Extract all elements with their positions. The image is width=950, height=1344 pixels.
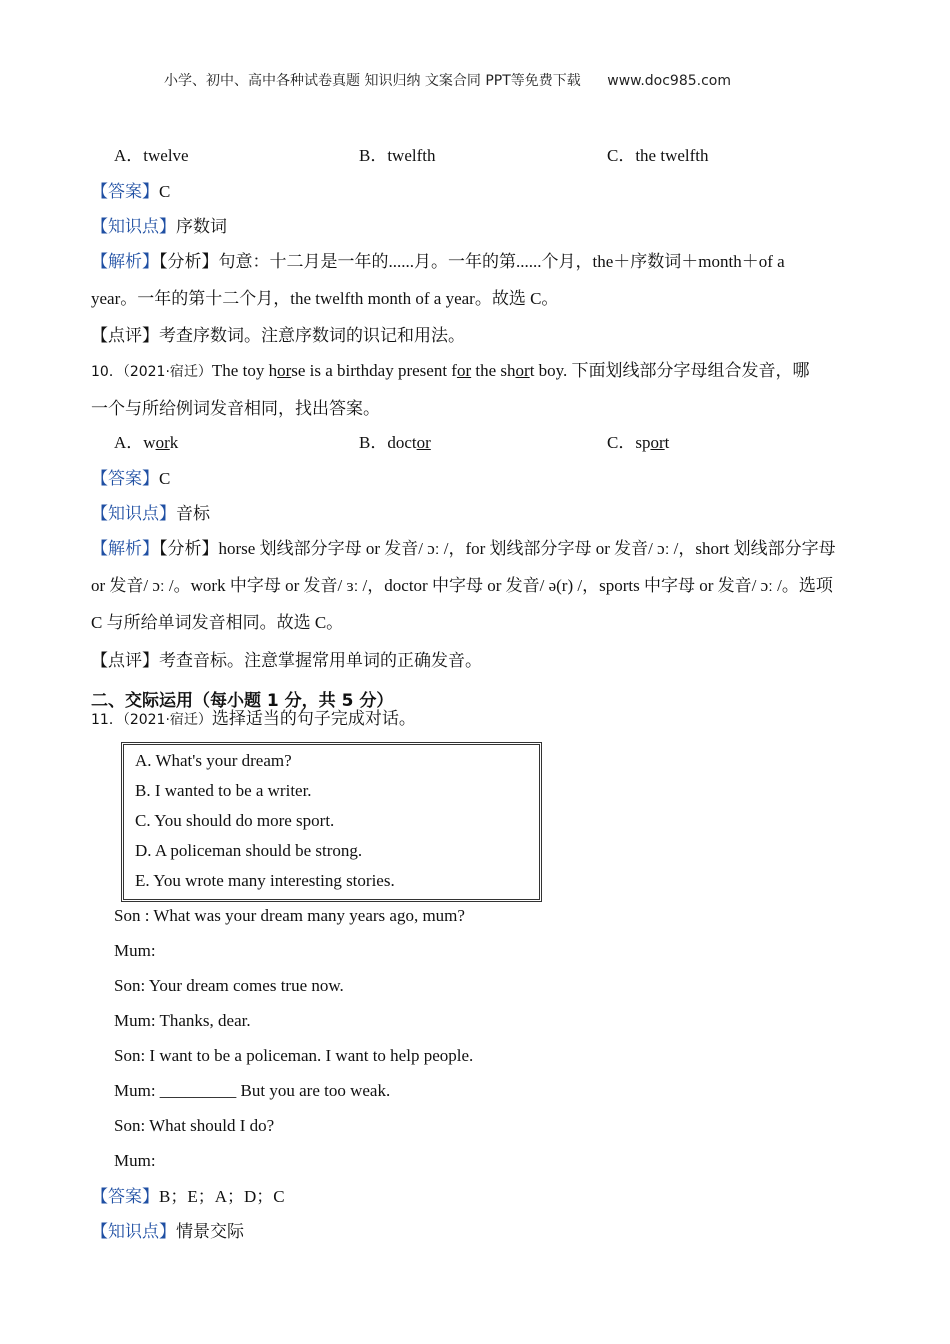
box-option-d: D. A policeman should be strong. [135,841,363,860]
answer-tag: 【答案】 [91,182,159,201]
comment-tag: 【点评】 [91,651,159,670]
comment-tag: 【点评】 [91,326,159,345]
analysis-tag: 【解析】 [91,539,159,558]
dialogue-line: Mum: [114,941,156,960]
q11-answer [91,1186,285,1208]
analysis-tag: 【解析】 [91,252,159,271]
underlined-letters: or [416,433,431,452]
underlined-letters: or [650,433,665,452]
question-number: 10． [91,364,123,380]
q9-option-b: B．twelfth [359,146,436,165]
q9-comment [91,325,465,347]
header-site: www.doc985.com [607,73,731,89]
q10-comment [91,650,482,672]
underlined-letters: or [456,361,472,380]
dialogue-line: Mum: _________ But you are too weak. [114,1081,391,1100]
stem-text: The toy h [211,361,278,380]
kp-tag: 【知识点】 [91,504,176,523]
stem-text: t boy. 下面划线部分字母组合发音，哪 [529,361,810,380]
section-title: 二、交际运用（每小题 1 分，共 5 分） [91,691,394,711]
question-number: 11． [91,712,123,728]
q9-analysis-line2: year。一年的第十二个月，the twelfth month of a year。故选 C。 [91,289,559,308]
header-text: 小学、初中、高中各种试卷真题 知识归纳 文案合同 PPT等免费下载 [164,73,581,89]
q10-analysis-line1 [91,538,836,560]
q10-option-b [359,432,431,454]
stem-text: 选择适当的句子完成对话。 [211,709,416,728]
q10-option-c [607,432,669,454]
option-text: k [169,433,179,452]
q10-answer [91,468,170,490]
comment-text: 考查音标。注意掌握常用单词的正确发音。 [159,651,482,670]
answer-tag: 【答案】 [91,1187,159,1206]
question-source: （2021·宿迁） [122,364,212,380]
q11-knowledge-point [91,1221,244,1243]
option-text: t [664,433,670,452]
question-source: （2021·宿迁） [122,712,212,728]
kp-value: 情景交际 [176,1222,244,1241]
page-header [164,70,731,90]
q10-analysis-line2: or 发音/ ɔː /。work 中字母 or 发音/ ɜː /，doctor 中字母 or 发音/ ə(r) /，sports 中字母 or 发音/ ɔː /。选项 [91,576,833,595]
dialogue-line: Mum: [114,1151,156,1170]
kp-tag: 【知识点】 [91,1222,176,1241]
dialogue-line: Mum: Thanks, dear. [114,1011,251,1030]
answer-value: B；E；A；D；C [159,1187,285,1206]
q9-knowledge-point [91,216,227,238]
q10-option-a [114,432,178,454]
analysis-text: 【分析】句意：十二月是一年的......月。一年的第......个月，the＋序数词＋month＋of a [159,252,785,271]
kp-value: 音标 [176,504,210,523]
answer-value: C [159,182,171,201]
comment-text: 考查序数词。注意序数词的识记和用法。 [159,326,465,345]
q9-analysis-line1 [91,251,785,273]
analysis-text: 【分析】horse 划线部分字母 or 发音/ ɔː /，for 划线部分字母 or 发音/ ɔː /，short 划线部分字母 [159,539,836,558]
underlined-letters: or [515,361,530,380]
dialogue-line: Son: I want to be a policeman. I want to help people. [114,1046,474,1065]
kp-tag: 【知识点】 [91,217,176,236]
option-text: B．doct [359,433,417,452]
q10-stem-line2: 一个与所给例词发音相同，找出答案。 [91,399,380,418]
q9-option-a: A．twelve [114,146,189,165]
q10-stem-line1 [91,360,810,383]
q9-answer [91,181,170,203]
q10-knowledge-point [91,503,210,525]
option-text: C．sp [607,433,651,452]
stem-text: the sh [471,361,516,380]
box-option-e: E. You wrote many interesting stories. [135,871,395,890]
box-option-a: A. What's your dream? [135,751,292,770]
dialogue-line: Son: Your dream comes true now. [114,976,344,995]
q11-stem [91,708,416,731]
answer-tag: 【答案】 [91,469,159,488]
dialogue-line: Son : What was your dream many years ago, mum? [114,906,465,925]
dialogue-line: Son: What should I do? [114,1116,275,1135]
options-box [121,742,542,902]
q10-analysis-line3: C 与所给单词发音相同。故选 C。 [91,613,344,632]
box-option-c: C. You should do more sport. [135,811,335,830]
kp-value: 序数词 [176,217,227,236]
box-option-b: B. I wanted to be a writer. [135,781,312,800]
underlined-letters: or [155,433,170,452]
q9-option-c: C．the twelfth [607,146,709,165]
answer-value: C [159,469,171,488]
underlined-letters: or [277,361,292,380]
option-text: A．w [114,433,156,452]
stem-text: se is a birthday present f [291,361,457,380]
